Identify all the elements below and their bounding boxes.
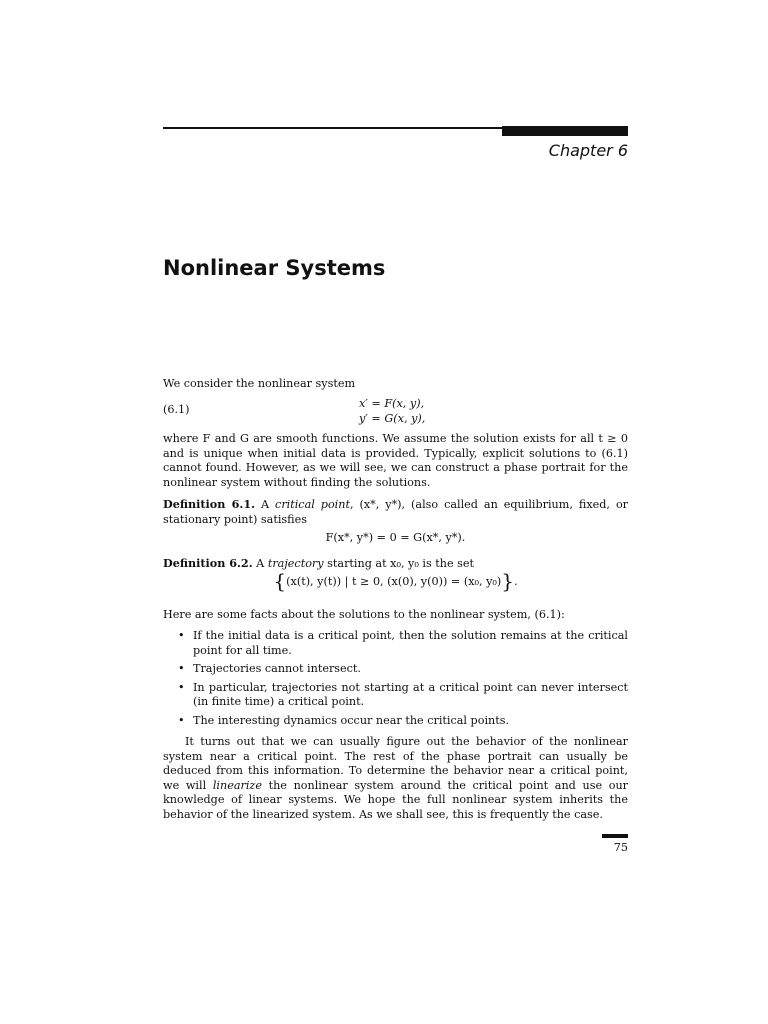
closing-text: the nonlinear system around the critical point and use our knowledge of linear systems. We hope the full nonlinear system inherits the behavior of the linearized system. As we shall see, this is frequently the case. (163, 778, 629, 821)
brace-open: { (273, 568, 287, 593)
equation-line-1: x′ = F(x, y), (359, 397, 425, 410)
equation-lines (359, 397, 479, 426)
header-rule-thick (502, 126, 628, 136)
bullet-icon: • (178, 680, 185, 694)
definition-label: Definition 6.2. (163, 556, 253, 570)
trajectory-set-expression: (x(t), y(t)) | t ≥ 0, (x(0), y(0)) = (x₀, y₀) (286, 574, 502, 588)
definition-term: trajectory (267, 557, 324, 570)
definition-label: Definition 6.1. (163, 497, 256, 511)
page-number: 75 (613, 841, 628, 854)
closing-paragraph (163, 735, 628, 823)
list-item-text: The interesting dynamics occur near the critical points. (193, 713, 510, 727)
equation-6-1 (163, 397, 628, 427)
definition-text: starting at x₀, y₀ is the set (327, 557, 475, 570)
list-item-text: In particular, trajectories not starting at a critical point can never intersect (in finite time) a critical point. (193, 680, 628, 709)
facts-list (163, 629, 628, 733)
definition-6-2 (163, 556, 628, 593)
list-item (163, 662, 628, 677)
brace-close: } (501, 568, 514, 593)
list-item (163, 714, 628, 729)
where-text: where F and G are smooth functions. We assume the solution exists for all t ≥ 0 and is unique when initial data is provided. Typically, explicit solutions to (6.1) cannot found. However, as we will see, we can construct a phase portrait for the nonlinear system without finding the solutions. (163, 432, 628, 489)
list-item (163, 681, 628, 710)
header-rule-thin (163, 127, 503, 129)
list-item-text: If the initial data is a critical point, then the solution remains at the critical point for all time. (193, 629, 628, 657)
trajectory-set (163, 568, 628, 593)
definition-6-1 (163, 497, 628, 546)
bullet-icon: • (178, 662, 185, 676)
definition-term: critical point (275, 498, 350, 511)
definition-text: A (260, 498, 270, 511)
critical-point-equation: F(x*, y*) = 0 = G(x*, y*). (325, 531, 466, 545)
list-item (163, 629, 628, 658)
chapter-label: Chapter 6 (548, 141, 628, 160)
list-item-text: Trajectories cannot intersect. (193, 662, 361, 676)
facts-intro: Here are some facts about the solutions to the nonlinear system, (6.1): (163, 608, 565, 621)
closing-emphasis: linearize (212, 778, 262, 792)
intro-paragraph: We consider the nonlinear system (163, 377, 356, 390)
where-paragraph (163, 432, 628, 490)
page-number-rule (602, 834, 628, 838)
bullet-icon: • (178, 713, 185, 727)
bullet-icon: • (178, 629, 185, 642)
equation-line-2: y′ = G(x, y), (359, 411, 426, 425)
definition-text: , (x*, y*), (also called an equilibrium, fixed, or stationary point) satisfies (163, 498, 629, 526)
set-period: . (514, 574, 518, 588)
closing-text: It turns out that we can usually figure out the behavior of the nonlinear system near a critical point. The rest of the phase portrait can usually be deduced from this information. To determine the behavior near a critical point, we will (163, 735, 628, 792)
equation-number: (6.1) (163, 403, 190, 416)
definition-text: A (256, 557, 265, 570)
chapter-title: Nonlinear Systems (163, 256, 386, 280)
